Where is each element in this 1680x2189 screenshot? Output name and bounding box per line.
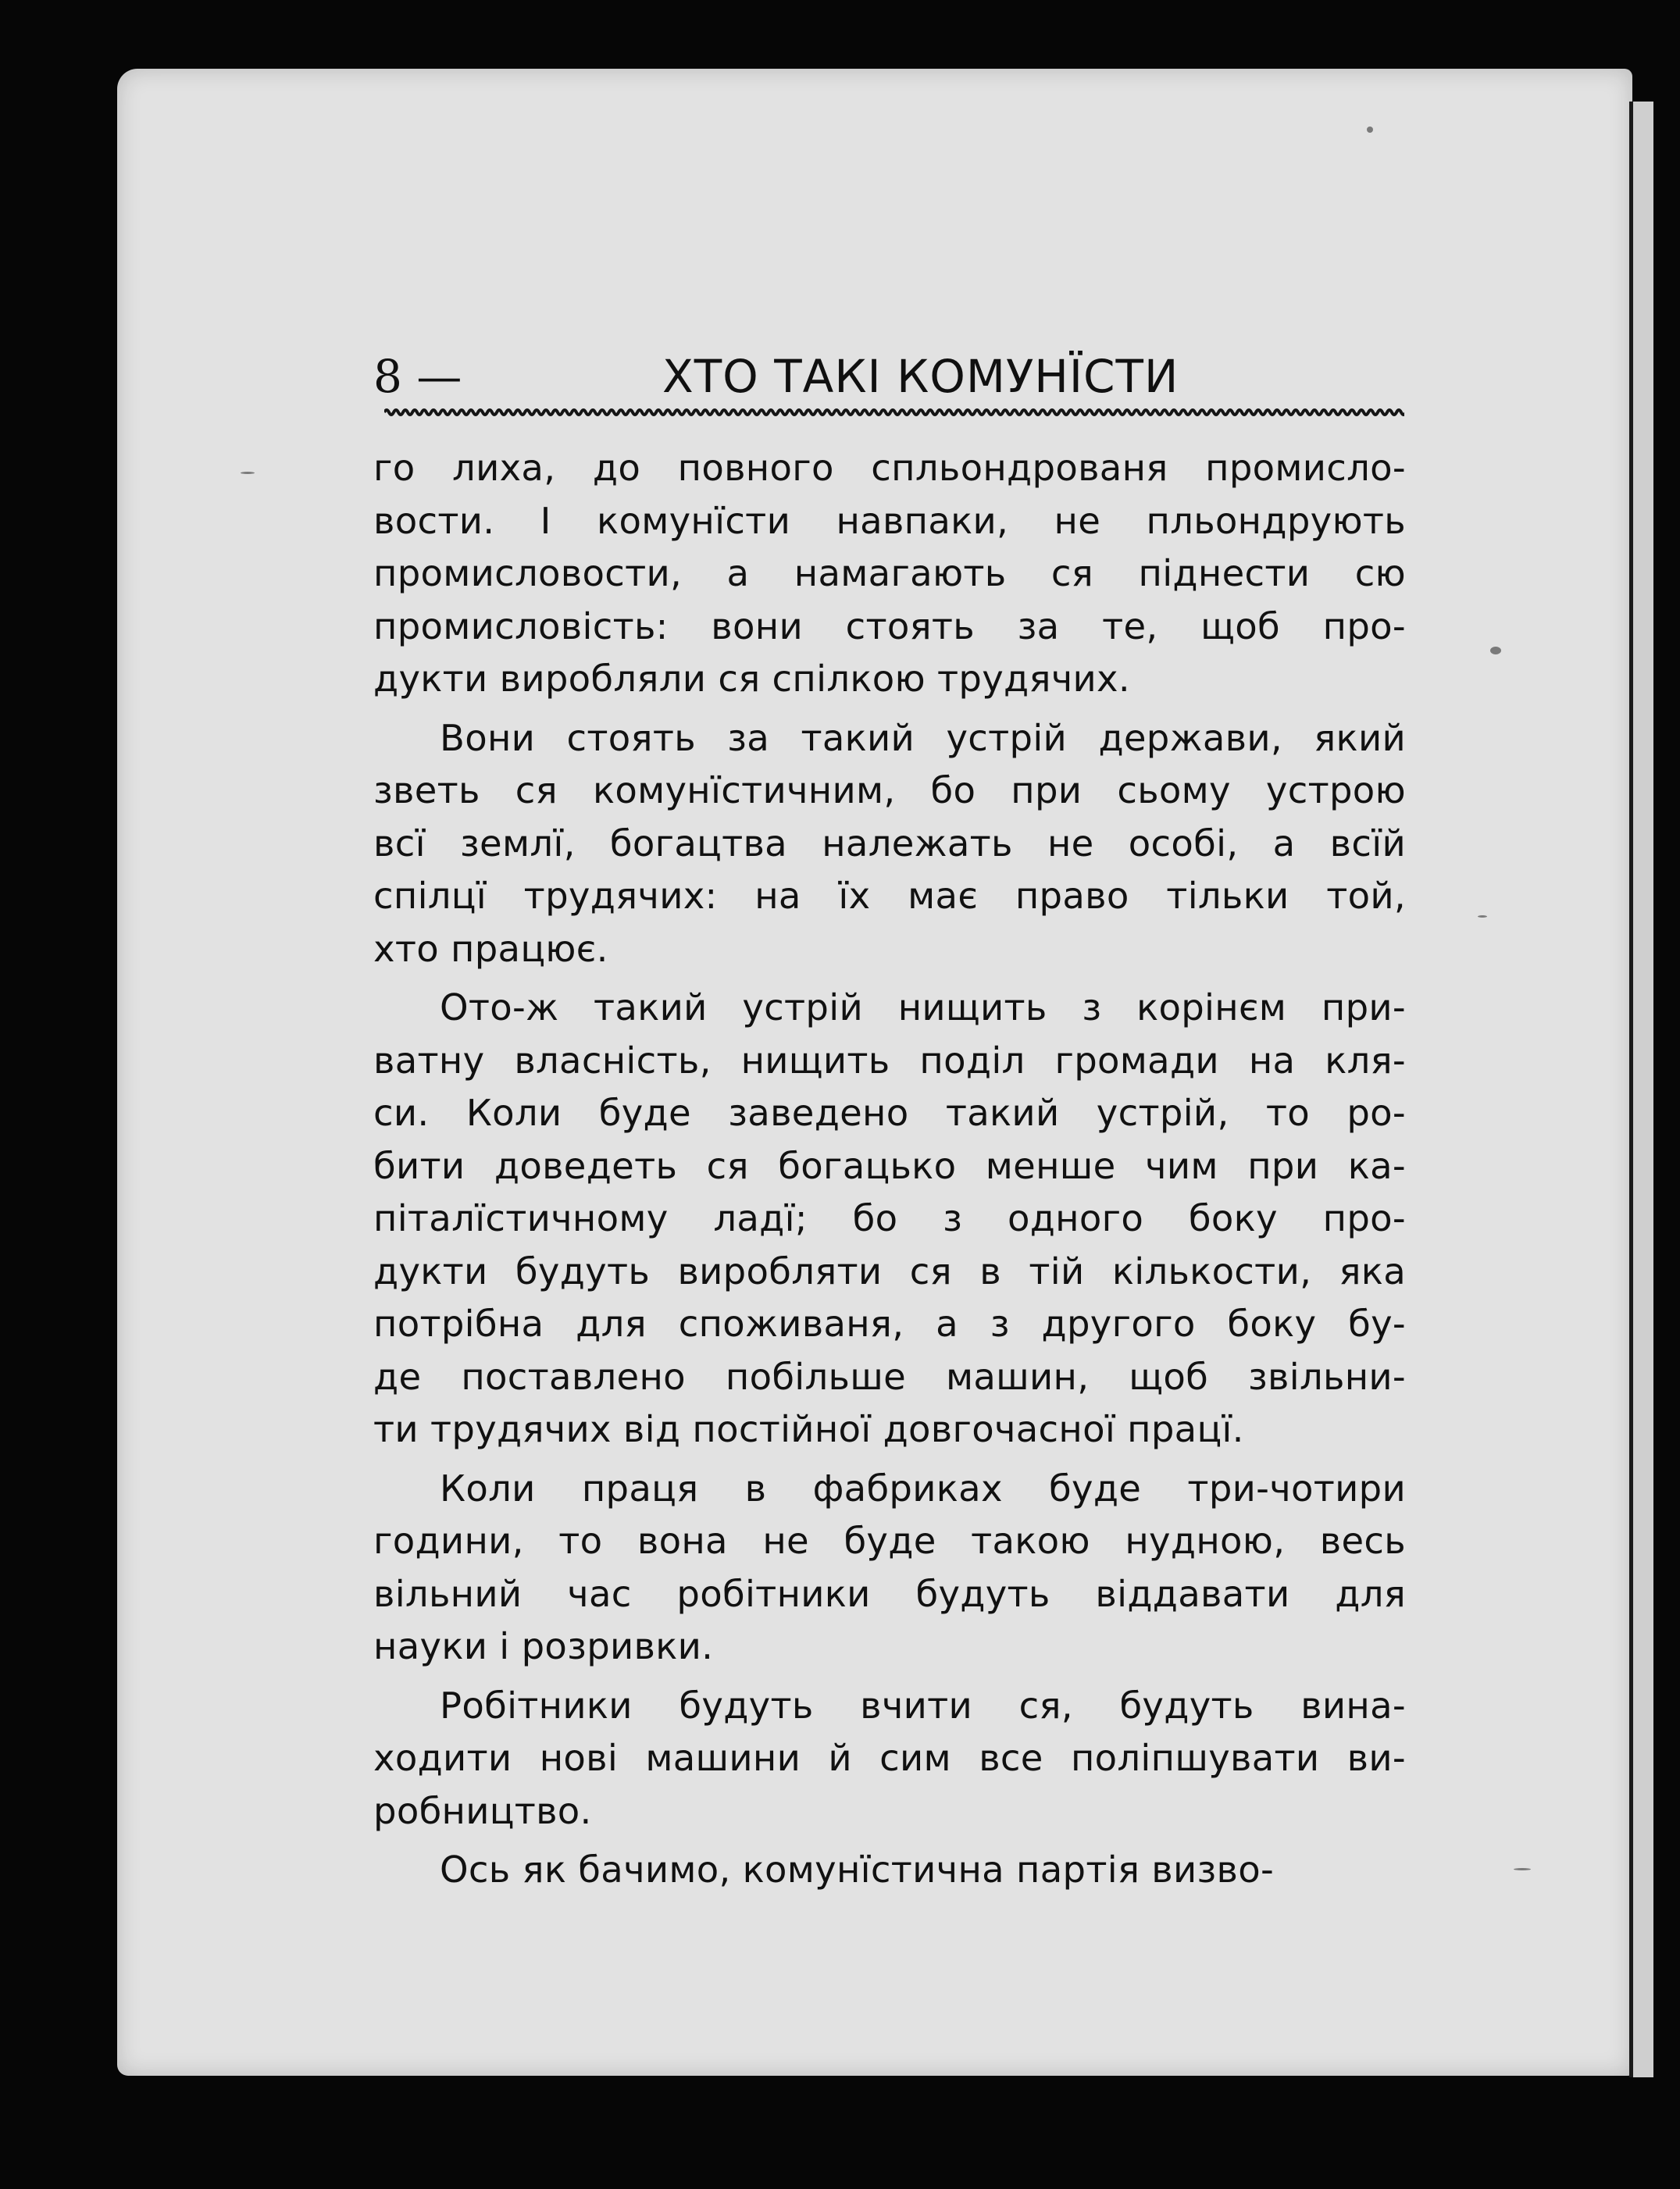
text-line: піталїстичному ладї; бо з одного боку про-	[373, 1197, 1406, 1239]
page-header	[373, 345, 1404, 408]
margin-mark	[1478, 915, 1487, 918]
text-line: потрібна для споживаня, а з другого боку бу-	[373, 1303, 1406, 1345]
text-line: зветь ся комунїстичним, бо при сьому устрою	[373, 769, 1406, 811]
text-line: вости. І комунїсти навпаки, не пльондрують	[373, 499, 1406, 542]
text-line: бити доведеть ся богацько менше чим при ка-	[373, 1144, 1406, 1187]
header-wavy-rule	[384, 406, 1404, 419]
body-text	[373, 442, 1406, 1903]
text-line: дукти будуть виробляти ся в тій кількости, яка	[373, 1250, 1406, 1292]
text-line: Ото-ж такий устрій нищить з корінєм при-	[440, 986, 1406, 1029]
text-line: промисловости, а намагають ся піднести сю	[373, 552, 1406, 594]
text-line: ти трудячих від постійної довгочасної працї.	[373, 1408, 1244, 1450]
text-line: робництво.	[373, 1789, 592, 1832]
paragraph	[373, 1463, 1406, 1674]
page-edge	[1629, 102, 1653, 2077]
text-line: Робітники будуть вчити ся, будуть вина-	[440, 1684, 1406, 1727]
margin-mark	[1490, 647, 1501, 654]
text-line: всї землї, богацтва належать не особі, а всїй	[373, 822, 1406, 865]
text-line: ватну власність, нищить поділ громади на кля-	[373, 1039, 1406, 1082]
text-line: хто працює.	[373, 927, 608, 970]
paragraph	[373, 1844, 1406, 1897]
text-line: Ось як бачимо, комунїстична партія визво-	[440, 1849, 1275, 1891]
running-title: ХТО ТАКІ КОМУНЇСТИ	[662, 350, 1179, 403]
text-line: де поставлено побільше машин, щоб звільни-	[373, 1355, 1406, 1398]
text-line: науки і розривки.	[373, 1625, 714, 1667]
text-line: го лиха, до повного спльондрованя промисло-	[373, 447, 1406, 489]
text-line: промисловість: вони стоять за те, щоб про-	[373, 604, 1406, 647]
text-line: години, то вона не буде такою нудною, весь	[373, 1520, 1406, 1562]
page-number: 8 —	[373, 350, 462, 403]
paragraph	[373, 1680, 1406, 1838]
paragraph	[373, 442, 1406, 706]
text-line: Вони стоять за такий устрій держави, який	[440, 716, 1406, 759]
text-line: си. Коли буде заведено такий устрій, то ро-	[373, 1092, 1406, 1134]
text-line: вільний час робітники будуть віддавати для	[373, 1572, 1406, 1615]
text-line: спілцї трудячих: на їх має право тільки той,	[373, 875, 1406, 917]
margin-mark	[1514, 1868, 1531, 1870]
text-line: Коли праця в фабриках буде три-чотири	[440, 1467, 1406, 1510]
text-line: ходити нові машини й сим все поліпшувати ви-	[373, 1737, 1406, 1779]
paragraph	[373, 982, 1406, 1456]
margin-mark	[1367, 127, 1373, 133]
margin-mark	[241, 472, 255, 474]
paragraph	[373, 712, 1406, 976]
text-line: дукти виробляли ся спілкою трудячих.	[373, 658, 1130, 700]
